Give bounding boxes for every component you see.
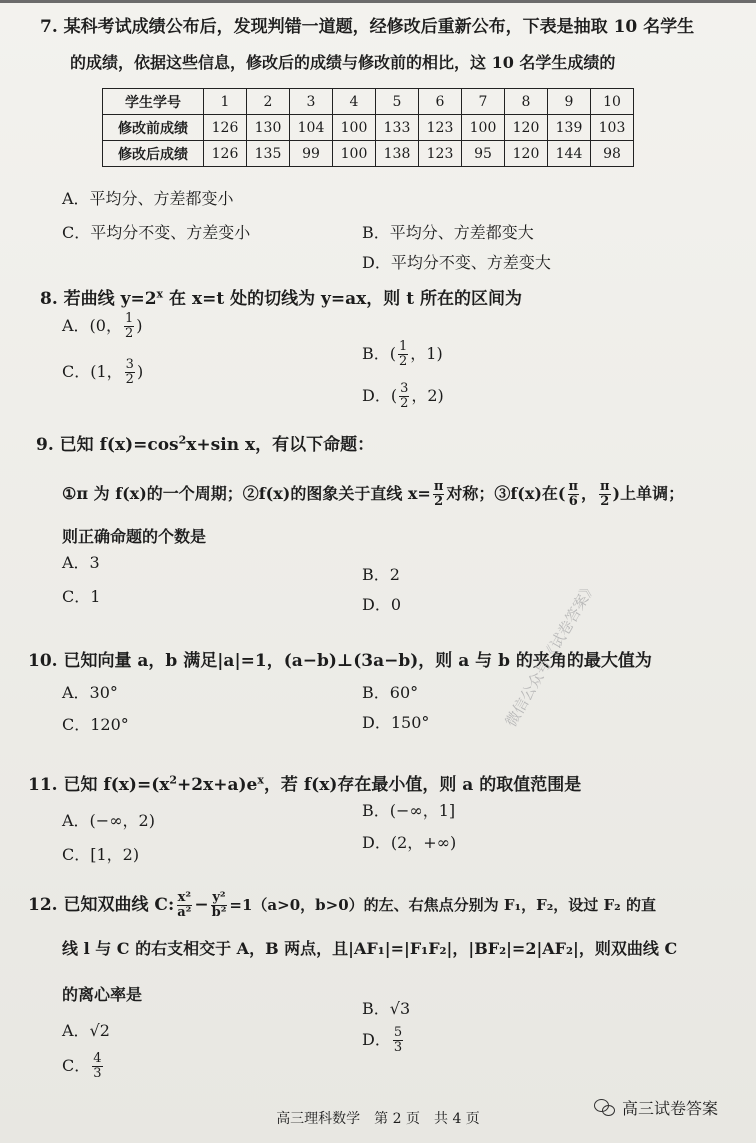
score-cell: 95 [462,141,505,167]
fraction-numerator: 5 [393,1025,403,1040]
fraction-numerator: 1 [124,311,134,326]
q11-exponent-1: 2 [169,773,178,787]
fraction-denominator: b² [211,905,227,920]
score-cell: 120 [505,141,548,167]
fraction-denominator: 2 [434,494,444,509]
fraction-numerator: π [433,479,444,494]
q8-text-a: 若曲线 y=2 [63,289,157,309]
fraction-denominator: 3 [393,1040,403,1055]
q11-text-b: +2x+a)e [177,775,258,795]
q12-fraction-x [176,891,192,920]
q8-option-b-suffix: ，1) [410,344,443,363]
q12-text-b: =1（a>0，b>0）的左、右焦点分别为 F₁，F₂，设过 F₂ 的直 [229,896,656,914]
fraction-numerator: 4 [93,1051,102,1066]
q12-option-d-prefix: D． [362,1030,391,1049]
score-cell: 139 [548,115,591,141]
q9-option-a: A．3 [62,553,100,572]
table-row [103,115,634,141]
table-row [103,141,634,167]
score-cell: 98 [591,141,634,167]
q8-option-c-suffix: ) [136,362,144,381]
q8-stem [40,284,522,309]
q12-option-a: A．√2 [62,1021,110,1040]
score-cell: 144 [548,141,591,167]
student-id: 6 [419,89,462,115]
q10-number: 10. [28,651,58,671]
score-cell: 126 [204,115,247,141]
q9-option-d: D．0 [362,595,402,614]
q12-stem [28,890,656,920]
q11-stem [28,770,581,795]
fraction-denominator: 2 [400,396,409,411]
q12-number: 12. [28,895,58,915]
student-id: 5 [376,89,419,115]
q8-option-d-fraction [399,382,409,411]
q9-line2-b: 对称；③f(x)在( [446,484,566,503]
score-cell: 100 [333,141,376,167]
q12-text-a: 已知双曲线 C: [63,895,175,915]
q10-option-b: B．60° [362,683,419,702]
q11-option-a: A．(−∞，2) [62,811,155,830]
student-id: 3 [290,89,333,115]
score-cell: 130 [247,115,290,141]
q9-exponent: 2 [178,433,187,447]
q8-option-c-prefix: C．(1， [62,362,123,381]
student-id: 4 [333,89,376,115]
watermark-text: 微信公众号《试卷答案》 [501,578,600,730]
q8-option-d-prefix: D．( [362,386,398,405]
q12-option-c [62,1052,105,1081]
q8-exponent: x [156,287,164,301]
q8-option-a-suffix: ) [136,316,143,335]
q7-number: 7. [40,17,58,37]
q10-option-d: D．150° [362,713,430,732]
fraction-numerator: 1 [399,339,408,354]
q11-text-c: ，若 f(x)存在最小值，则 a 的取值范围是 [263,775,582,795]
table-header: 学生学号 [103,89,204,115]
q8-option-a [62,312,143,341]
q11-text-a: 已知 f(x)=(x [63,775,170,795]
page-top-border [0,0,756,3]
student-id: 1 [204,89,247,115]
q9-line2-c: ， [581,484,598,503]
q9-number: 9. [36,435,54,455]
q9-fraction-2 [568,480,580,509]
q8-option-b-fraction [398,340,408,369]
q8-option-d-suffix: ，2) [411,386,444,405]
row-label: 修改前成绩 [103,115,204,141]
fraction-numerator: π [600,479,610,494]
table-row [103,89,634,115]
row-label: 修改后成绩 [103,141,204,167]
q9-fraction-1 [433,480,445,509]
q8-option-a-prefix: A．(0， [62,316,122,335]
fraction-denominator: 2 [399,354,408,369]
q9-fraction-3 [599,480,611,509]
student-id: 8 [505,89,548,115]
student-id: 2 [247,89,290,115]
q8-option-b-prefix: B．( [362,344,397,363]
q12-option-c-fraction [92,1052,102,1081]
student-id: 10 [591,89,634,115]
q7-option-a: A．平均分、方差都变小 [62,189,234,208]
q12-option-d [362,1026,405,1055]
q12-option-b: B．√3 [362,999,411,1018]
q12-fraction-y [211,891,228,920]
q8-number: 8. [40,289,58,309]
q11-option-b: B．(−∞，1] [362,801,456,820]
q8-option-c-fraction [125,358,135,387]
score-cell: 123 [419,115,462,141]
q10-text: 已知向量 a，b 满足|a|=1，(a−b)⊥(3a−b)，则 a 与 b 的夹角的最大值为 [63,651,652,671]
score-cell: 135 [247,141,290,167]
student-id: 7 [462,89,505,115]
q12-option-c-prefix: C． [62,1056,91,1075]
score-cell: 100 [462,115,505,141]
q9-line2-a: ①π 为 f(x)的一个周期；②f(x)的图象关于直线 x= [62,484,431,503]
brand-name: 高三试卷答案 [622,1099,719,1118]
score-cell: 133 [376,115,419,141]
q9-text-a: 已知 f(x)=cos [59,435,179,455]
score-cell: 123 [419,141,462,167]
fraction-numerator: y² [212,890,226,905]
score-cell: 103 [591,115,634,141]
q9-propositions [62,480,684,509]
fraction-denominator: 3 [93,1066,102,1081]
q7-score-table [102,88,634,167]
q11-number: 11. [28,775,58,795]
q9-question: 则正确命题的个数是 [62,527,207,546]
fraction-denominator: a² [177,905,192,920]
fraction-denominator: 6 [568,494,578,509]
q7-text2: 的成绩，依据这些信息，修改后的成绩与修改前的相比，这 10 名学生成绩的 [70,53,616,72]
q12-option-d-fraction [393,1026,403,1055]
q7-option-d: D．平均分不变、方差变大 [362,253,551,272]
q9-option-c: C．1 [62,587,101,606]
fraction-numerator: x² [177,890,192,905]
q7-text1: 某科考试成绩公布后，发现判错一道题，经修改后重新公布，下表是抽取 10 名学生 [63,17,695,37]
q8-text-b: 在 x=t 处的切线为 y=ax，则 t 所在的区间为 [163,289,522,309]
fraction-numerator: 3 [125,357,134,372]
q7-option-b: B．平均分、方差都变大 [362,223,534,242]
student-id: 9 [548,89,591,115]
q8-option-d [362,382,444,411]
q12-line2: 线 l 与 C 的右支相交于 A，B 两点，且|AF₁|=|F₁F₂|，|BF₂|=2|AF₂|，则双曲线 C [62,939,678,958]
q12-line3: 的离心率是 [62,985,143,1004]
score-cell: 104 [290,115,333,141]
q10-option-c: C．120° [62,715,129,734]
q9-text-b: x+sin x，有以下命题： [186,435,375,455]
fraction-denominator: 2 [124,326,134,341]
q8-option-b [362,340,443,369]
fraction-numerator: π [568,479,579,494]
q9-option-b: B．2 [362,565,400,584]
q9-line2-d: )上单调； [612,484,685,503]
fraction-numerator: 3 [400,381,409,396]
q7-line1 [40,12,694,37]
q7-option-c: C．平均分不变、方差变小 [62,223,251,242]
score-cell: 120 [505,115,548,141]
page-footer: 高三理科数学 第 2 页 共 4 页 [276,1111,480,1127]
fraction-denominator: 2 [600,494,610,509]
score-cell: 99 [290,141,333,167]
q12-minus: − [194,895,209,915]
q9-stem [36,430,374,455]
q8-option-a-fraction [124,312,134,341]
q10-option-a: A．30° [62,683,118,702]
wechat-icon [594,1099,616,1117]
score-cell: 126 [204,141,247,167]
q8-option-c [62,358,143,387]
fraction-denominator: 2 [125,372,134,387]
q11-exponent-2: x [257,773,264,787]
q11-option-d: D．(2，+∞) [362,833,457,852]
q11-option-c: C．[1，2) [62,845,140,864]
score-cell: 100 [333,115,376,141]
score-cell: 138 [376,141,419,167]
brand-badge [594,1096,718,1119]
